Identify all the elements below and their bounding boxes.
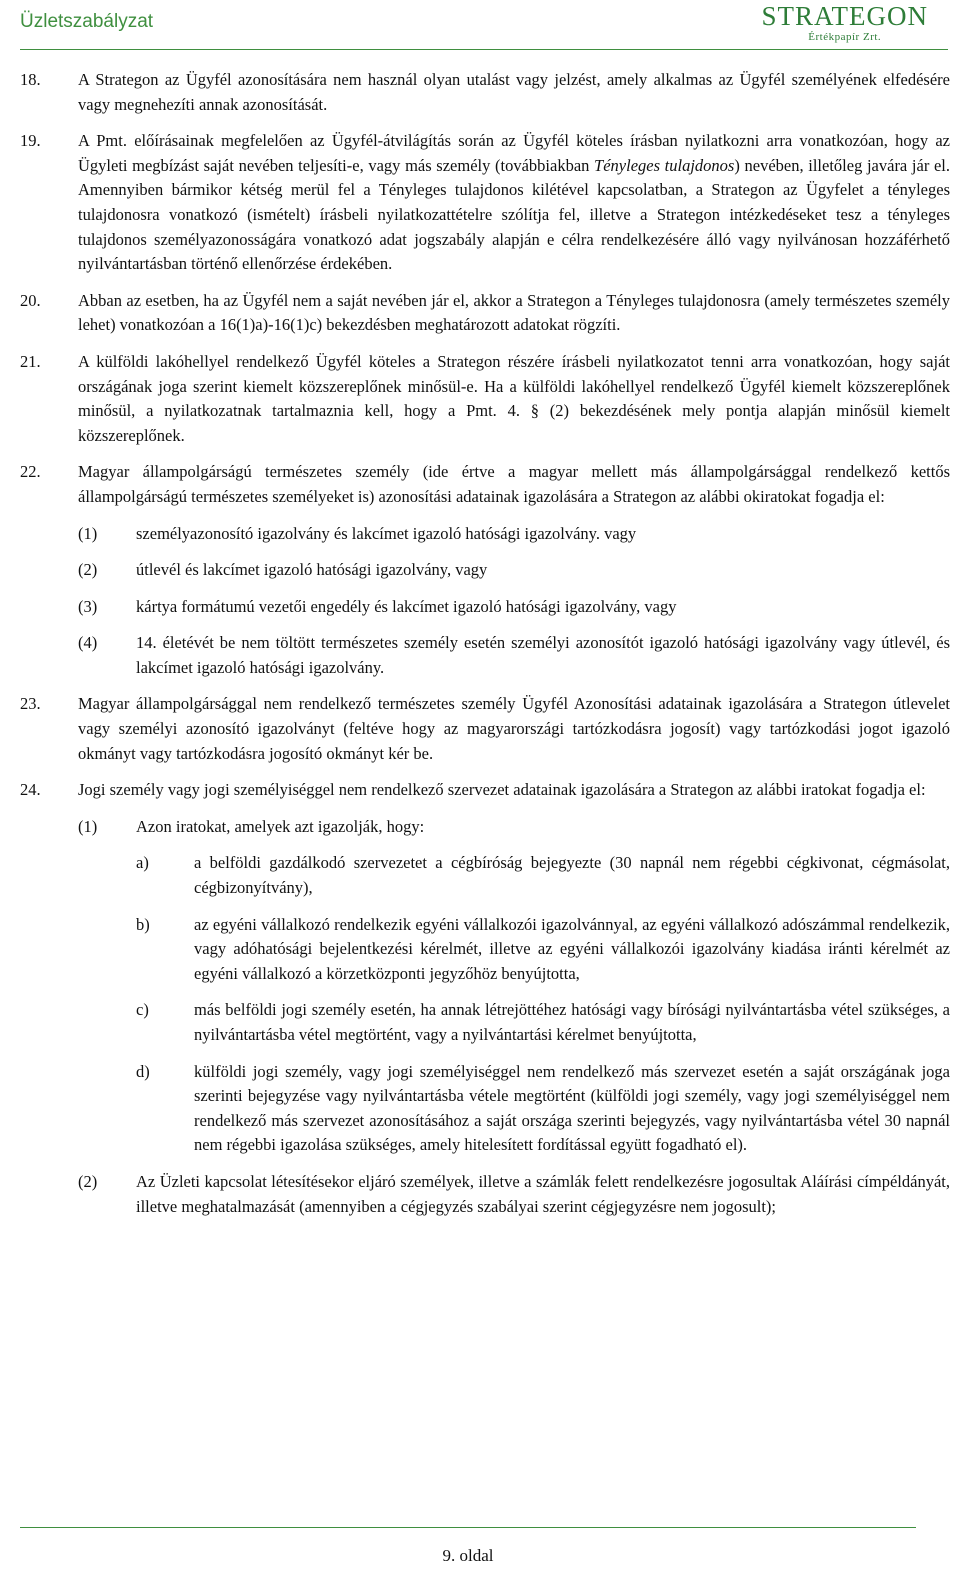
item-text: személyazonosító igazolvány és lakcímet igazoló hatósági igazolvány. vagy	[136, 523, 637, 543]
letter-label: c)	[136, 1000, 149, 1020]
paragraph-number: 21.	[20, 351, 41, 371]
document-title: Üzletszabályzat	[20, 11, 154, 32]
letter-label: b)	[136, 914, 150, 934]
paragraph-23	[20, 692, 950, 766]
page-number: 9. oldal	[442, 1546, 494, 1565]
item-text: Azon iratokat, amelyek azt igazolják, hogy:	[136, 816, 425, 836]
letter-item	[20, 851, 950, 900]
item-text: külföldi jogi személy, vagy jogi személyiséggel nem rendelkező más szervezet esetén a saját országának joga szerinti bejegyzése vagy nyilvántartásba vétele megtörtént (külföldi jogi személy, vagy jogi személyiséggel nem rendelkező más szervezet azonosításához a saját országa szerinti bejegyzés, vagy nyilvántartásba vétel 30 napnál nem régebbi igazolása szükséges, amely hitelesített fordítással együtt fogadható el).	[194, 1061, 950, 1155]
letter-item	[20, 913, 950, 987]
paragraph-18	[20, 68, 950, 117]
item-text: más belföldi jogi személy esetén, ha annak létrejöttéhez hatósági vagy bírósági nyilvántartásba vétel szükséges, a nyilvántartásba vétel megtörtént, vagy a nyilvántartási kérelmet benyújtotta,	[194, 1000, 950, 1044]
paragraph-number: 18.	[20, 70, 41, 89]
paragraph-24	[20, 778, 950, 803]
list-item	[20, 595, 950, 620]
item-number: (1)	[78, 816, 98, 836]
paragraph-21	[20, 350, 950, 448]
paragraph-number: 23.	[20, 694, 41, 714]
paragraph-text: Magyar állampolgársággal nem rendelkező természetes személy Ügyfél Azonosítási adatainak igazolására a Strategon útlevelet vagy személyi azonosító igazolványt (feltéve hogy az magyarországi tartózkodásra jogosít) vagy tartózkodási jogot igazoló okmányt vagy tartózkodásra jogosító okmányt kér be.	[78, 694, 950, 763]
item-text: útlevél és lakcímet igazoló hatósági igazolvány, vagy	[136, 560, 488, 580]
document-body	[20, 68, 950, 1231]
paragraph-text: Magyar állampolgárságú természetes személy (ide értve a magyar mellett más állampolgársággal rendelkező kettős állampolgárságú természetes személyeket is) azonosítási adatainak igazolására a Strategon az alábbi okiratokat fogadja el:	[78, 462, 950, 506]
strategon-logo	[761, 2, 928, 43]
list-item	[20, 815, 950, 840]
logo-name: STRATEGON	[761, 1, 928, 31]
item-number: (4)	[78, 633, 98, 653]
paragraph-22	[20, 460, 950, 509]
item-number: (1)	[78, 523, 98, 543]
letter-label: a)	[136, 853, 149, 873]
logo-subtitle: Értékpapír Zrt.	[808, 31, 882, 43]
item-text: 14. életévét be nem töltött természetes személy esetén személyi azonosítót igazoló hatósági igazolvány vagy útlevél, és lakcímet igazoló hatósági igazolvány.	[136, 633, 950, 677]
list-item	[20, 558, 950, 583]
paragraph-text: Jogi személy vagy jogi személyiséggel nem rendelkező szervezet adatainak igazolására a Strategon az alábbi iratokat fogadja el:	[78, 780, 926, 800]
paragraph-number: 22.	[20, 462, 41, 482]
letter-label: d)	[136, 1061, 150, 1081]
paragraph-text: A Strategon az Ügyfél azonosítására nem használ olyan utalást vagy jelzést, amely alkalmas az Ügyfél személyének elfedésére vagy megnehezíti annak azonosítását.	[78, 70, 950, 114]
letter-item	[20, 998, 950, 1047]
page-header	[0, 0, 960, 48]
item-number: (2)	[78, 560, 98, 580]
item-number: (2)	[78, 1171, 98, 1191]
paragraph-number: 19.	[20, 131, 41, 151]
paragraph-20	[20, 289, 950, 338]
list-item	[20, 631, 950, 680]
item-text: a belföldi gazdálkodó szervezetet a cégbíróság bejegyezte (30 napnál nem régebbi cégkivonat, cégmásolat, cégbizonyítvány),	[194, 853, 950, 898]
item-number: (3)	[78, 596, 98, 616]
header-divider	[20, 49, 948, 50]
footer-divider	[20, 1527, 916, 1528]
paragraph-number: 24.	[20, 780, 41, 800]
list-item	[20, 1170, 950, 1219]
item-text: az egyéni vállalkozó rendelkezik egyéni vállalkozói igazolvánnyal, az egyéni vállalkozó adószámmal rendelkezik, vagy adóhatósági bejelentkezési kérelmét, illetve az egyéni vállalkozói igazolvány kiadása iránti kérelmét az egyéni vállalkozó a körzetközponti jegyzőhöz benyújtotta,	[194, 914, 950, 983]
paragraph-text: Abban az esetben, ha az Ügyfél nem a saját nevében jár el, akkor a Strategon a Tényleges tulajdonosra (amely természetes személy lehet) vonatkozóan a 16(1)a)-16(1)c) bekezdésben meghatározott adatokat rögzíti.	[78, 290, 950, 335]
item-text: kártya formátumú vezetői engedély és lakcímet igazoló hatósági igazolvány, vagy	[136, 596, 677, 616]
paragraph-text: A Pmt. előírásainak megfelelően az Ügyfél-átvilágítás során az Ügyfél köteles írásban nyilatkozni arra vonatkozóan, hogy az Ügyleti megbízást saját nevében teljesíti-e, vagy más személy (továbbiakban	[78, 131, 950, 175]
list-item	[20, 522, 950, 547]
paragraph-number: 20.	[20, 290, 41, 310]
paragraph-text: ) nevében, illetőleg javára jár el. Amennyiben bármikor kétség merül fel a Tényleges tulajdonos kilétével kapcsolatban, a Strategon az Ügyfelet a tényleges tulajdonosra vonatkozó (ismételt) írásbeli nyilatkozattételre szólítja fel, illetve a Strategon intézkedéseket tesz a tényleges tulajdonos személyazonosságára vonatkozó adat jogszabály alapján e célra rendelkezésére álló vagy nyilvánosan hozzáférhető nyilvántartásban történő ellenőrzése érdekében.	[78, 155, 950, 274]
paragraph-text: A külföldi lakóhellyel rendelkező Ügyfél köteles a Strategon részére írásbeli nyilatkozatot tenni arra vonatkozóan, hogy saját országának joga szerint kiemelt közszereplőnek minősül-e. Ha a külföldi lakóhellyel rendelkező Ügyfél kiemelt közszereplőnek minősül, a nyilatkozatnak tartalmaznia kell, hogy a Pmt. 4. § (2) bekezdésének mely pontja alapján minősül kiemelt közszereplőnek.	[78, 351, 950, 445]
paragraph-19	[20, 129, 950, 277]
letter-item	[20, 1060, 950, 1158]
italic-term: Tényleges tulajdonos	[594, 155, 735, 175]
item-text: Az Üzleti kapcsolat létesítésekor eljáró személyek, illetve a számlák felett rendelkezésre jogosultak Aláírási címpéldányát, illetve meghatalmazását (amennyiben a cégjegyzés szabályai szerint cégjegyzésre nem jogosult);	[136, 1171, 950, 1216]
